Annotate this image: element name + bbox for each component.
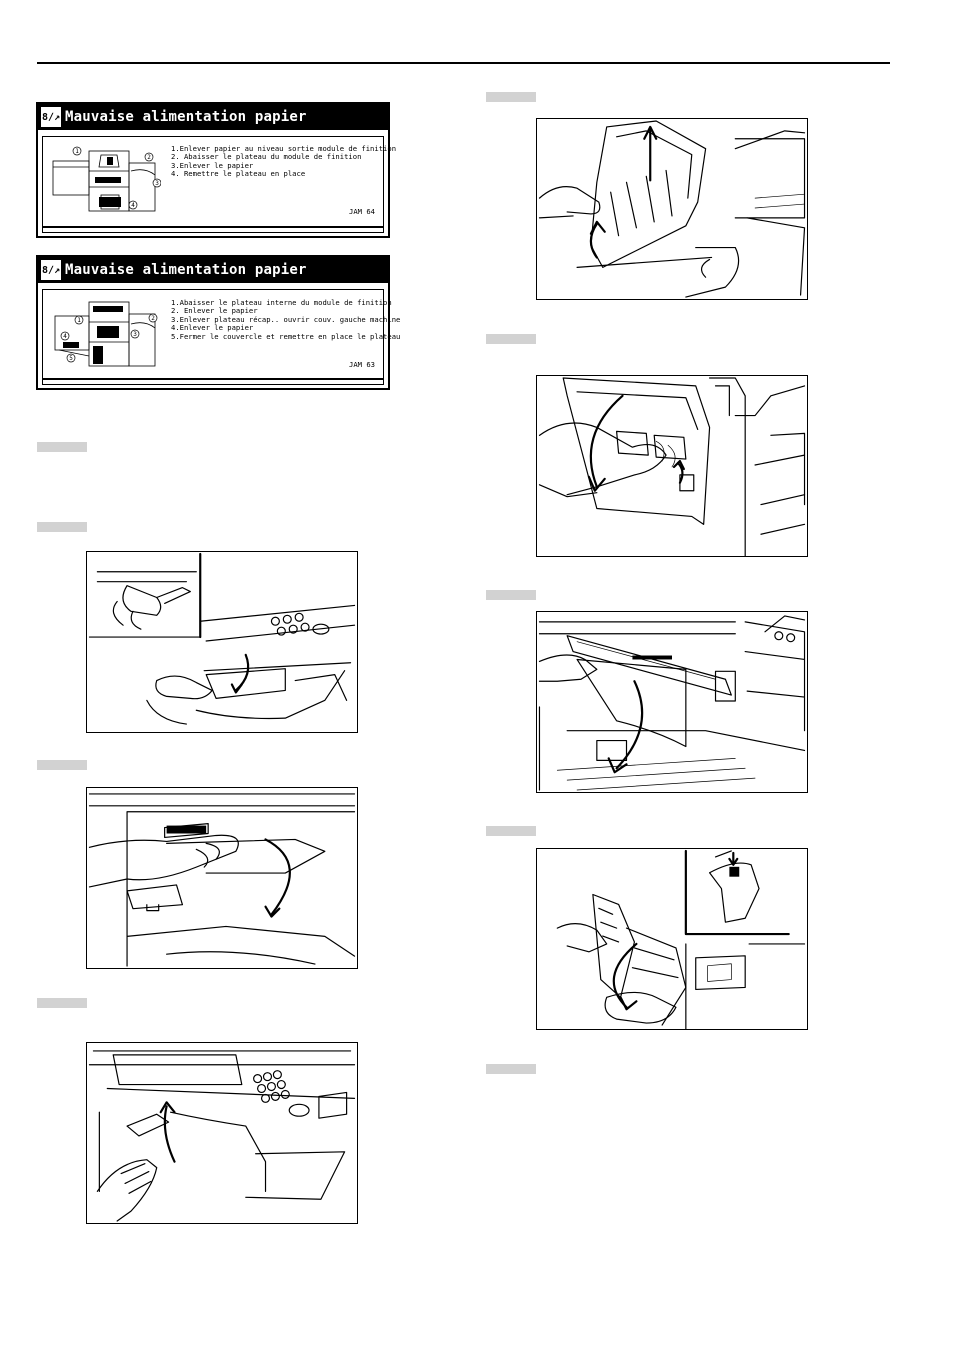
figure-pull-tray-lever [86, 551, 358, 733]
callout-label: 1 [77, 317, 81, 324]
callout-label: 4 [63, 333, 67, 340]
step-item: 2. Enlever le papier [171, 306, 258, 316]
step-marker [486, 92, 536, 102]
step-list [171, 299, 400, 341]
panel-title: Mauvaise alimentation papier [65, 109, 307, 125]
figure-lift-tray [536, 118, 808, 300]
jam-icon: 8∕↗ [41, 107, 61, 127]
callout-label: 3 [155, 180, 159, 187]
jam-panel-64 [36, 102, 397, 238]
header-rule [37, 62, 890, 64]
figure-return-lever [86, 1042, 358, 1224]
callout-label: 2 [151, 315, 155, 322]
step-marker [486, 826, 536, 836]
jam-code: JAM 64 [349, 207, 375, 216]
finisher-illustration [49, 294, 161, 370]
step-list [171, 145, 396, 179]
panel-title: Mauvaise alimentation papier [65, 262, 307, 278]
step-item: 3.Enlever plateau récap.. ouvrir couv. gauche machine [171, 314, 401, 324]
panel-footer [42, 378, 384, 385]
step-marker [37, 442, 87, 452]
jam-panel-63 [36, 255, 401, 390]
step-item: 3.Enlever le papier [171, 160, 254, 170]
panel-body [42, 136, 397, 228]
finisher-illustration [49, 141, 161, 217]
step-item: 4. Remettre le plateau en place [171, 169, 306, 179]
jam-code: JAM 63 [349, 360, 375, 369]
figure-remove-paper-machine [536, 611, 808, 793]
step-marker [37, 522, 87, 532]
figure-remove-paper-exit [86, 787, 358, 969]
panel-footer [42, 226, 384, 233]
jam-icon: 8∕↗ [41, 260, 61, 280]
step-marker [486, 334, 536, 344]
figure-open-left-cover [536, 375, 808, 557]
step-marker [486, 590, 536, 600]
panel-title-bar [38, 257, 388, 283]
figure-replace-tray [536, 848, 808, 1030]
step-item: 1.Enlever papier au niveau sortie module de finition [171, 144, 397, 153]
panel-title-bar [38, 104, 388, 130]
step-item: 5.Fermer le couvercle et remettre en place le plateau [171, 331, 401, 341]
callout-label: 2 [147, 154, 151, 161]
callout-label: 1 [75, 148, 79, 155]
panel-body [42, 289, 401, 380]
callout-label: 3 [133, 331, 137, 338]
step-item: 4.Enlever le papier [171, 323, 254, 333]
step-marker [37, 760, 87, 770]
step-marker [486, 1064, 536, 1074]
step-item: 1.Abaisser le plateau interne du module de finition [171, 298, 392, 307]
callout-label: 5 [69, 355, 73, 362]
step-marker [37, 998, 87, 1008]
step-item: 2. Abaisser le plateau du module de finition [171, 152, 362, 162]
callout-label: 4 [131, 202, 135, 209]
